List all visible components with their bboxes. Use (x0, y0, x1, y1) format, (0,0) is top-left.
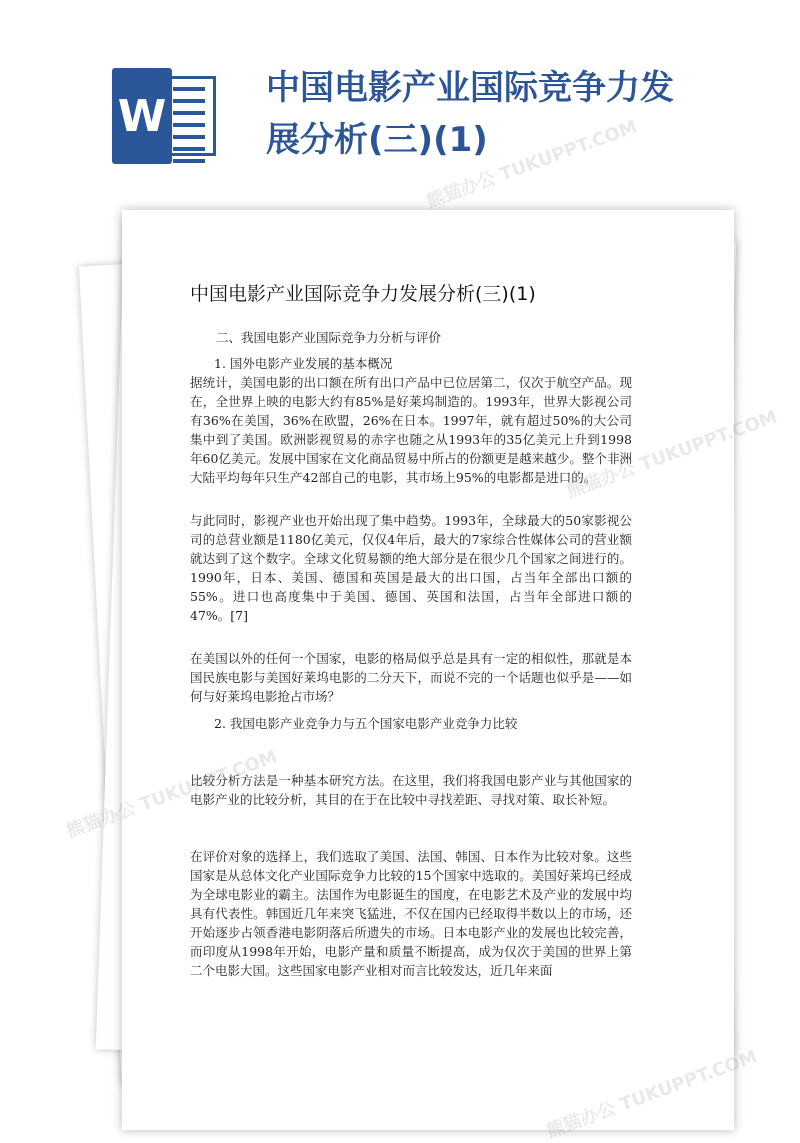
paragraph: 比较分析方法是一种基本研究方法。在这里，我们将我国电影产业与其他国家的电影产业的比较分析，其目的在于在比较中寻找差距、寻找对策、取长补短。 (190, 773, 632, 807)
word-badge: W (112, 68, 172, 164)
paragraph: 在评价对象的选择上，我们选取了美国、法国、韩国、日本作为比较对象。这些国家是从总体文化产业国际竞争力比较的15个国家中选取的。美国好莱坞已经成为全球电影业的霸主。法国作为电影诞生的国度，在电影艺术及产业的发展中均具有代表性。韩国近几年来突飞猛进，不仅在国内已经取得半数以上的市场，还开始逐步占领香港电影阴落后所遗失的市场。日本电影产业的发展也比较完善，而印度从1998年开始，电影产量和质量不断提高，成为仅次于美国的世界上第二个电影大国。这些国家电影产业相对而言比较发达，近几年来面 (190, 849, 632, 978)
paragraph: 据统计，美国电影的出口额在所有出口产品中已位居第二，仅次于航空产品。现在，全世界上映的电影大约有85%是好莱坞制造的。1993年，世界大影视公司有36%在美国，36%在欧盟，26%在日本。1997年，就有超过50%的大公司集中到了美国。欧洲影视贸易的赤字也随之从1993年的35亿美元上升到1998年60亿美元。发展中国家在文化商品贸易中所占的份额更是越来越少。整个非洲大陆平均每年只生产42部自己的电影，其市场上95%的电影都是进口的。 (190, 375, 632, 485)
paragraph: 与此同时，影视产业也开始出现了集中趋势。1993年，全球最大的50家影视公司的总营业额是1180亿美元，仅仅4年后，最大的7家综合性媒体公司的营业额就达到了这个数字。全球文化贸易额的绝大部分是在很少几个国家之间进行的。1990年，日本、美国、德国和英国是最大的出口国，占当年全部出口额的55%。进口也高度集中于美国、德国、英国和法国，占当年全部进口额的47%。[7] (190, 513, 632, 623)
subsection-title: 1. 国外电影产业发展的基本概况 (214, 356, 393, 371)
document-page (122, 210, 734, 1130)
document-title: 中国电影产业国际竞争力发展分析(三)(1) (266, 68, 674, 160)
paragraph: 在美国以外的任何一个国家，电影的格局似乎总是具有一定的相似性，那就是本国民族电影与美国好莱坞电影的二分天下，而说不完的一个话题也似乎是——如何与好莱坞电影抢占市场？ (190, 651, 632, 704)
watermark: 熊猫办公 TUKUPPT.COM (423, 116, 641, 213)
section-title: 二、我国电影产业国际竞争力分析与评价 (216, 330, 442, 345)
watermark: 熊猫办公 (63, 797, 139, 843)
document-body (190, 328, 632, 980)
word-document-icon (112, 68, 216, 164)
subsection-title: 2. 我国电影产业竞争力与五个国家电影产业竞争力比较 (214, 716, 518, 731)
page-heading: 中国电影产业国际竞争力发展分析(三)(1) (190, 283, 536, 305)
